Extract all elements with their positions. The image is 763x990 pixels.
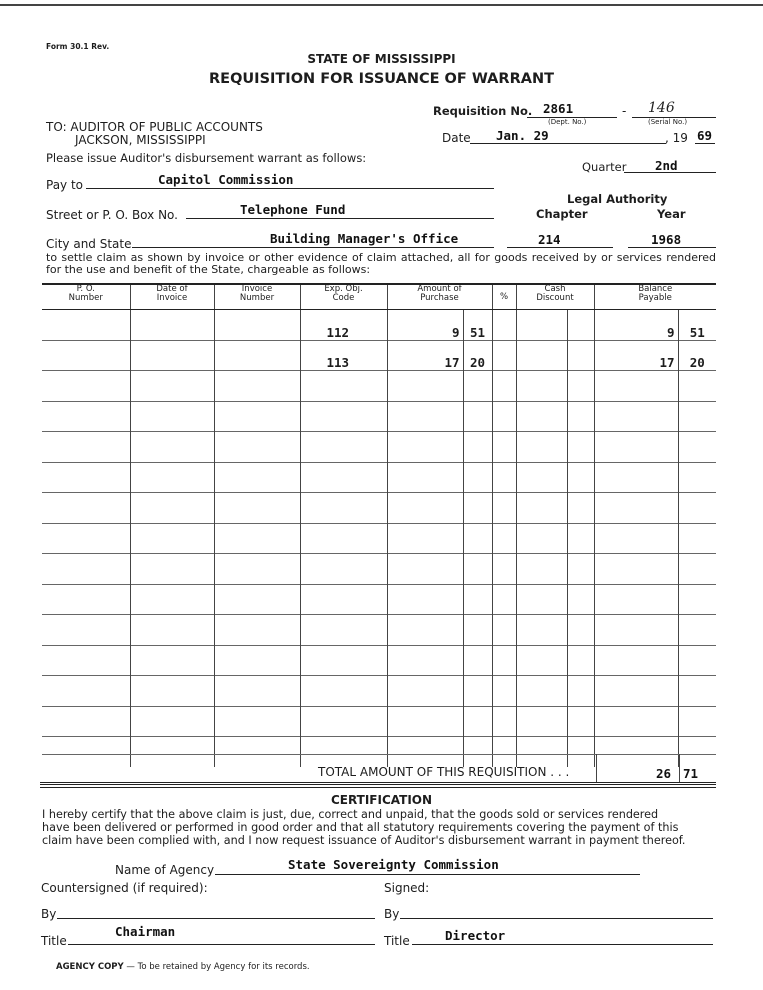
po-cell[interactable] bbox=[42, 645, 130, 676]
exp-code-cell[interactable] bbox=[300, 432, 387, 463]
amount-cents-cell[interactable]: 20 bbox=[463, 340, 492, 371]
invoice-cell[interactable] bbox=[214, 615, 300, 646]
amount-dollars-cell[interactable] bbox=[387, 401, 463, 432]
total-top-rule bbox=[42, 754, 716, 755]
date-cell[interactable] bbox=[130, 706, 214, 737]
col-amount: Amount of Purchase bbox=[387, 284, 492, 310]
table-row bbox=[42, 615, 716, 646]
col-invoice: Invoice Number bbox=[214, 284, 300, 310]
total-label: TOTAL AMOUNT OF THIS REQUISITION . . . bbox=[318, 765, 570, 779]
po-cell[interactable] bbox=[42, 554, 130, 585]
agency-label: Name of Agency bbox=[115, 863, 215, 877]
dash: - bbox=[622, 104, 627, 118]
right-title-value[interactable]: Director bbox=[445, 928, 506, 943]
balance-cents-cell[interactable] bbox=[678, 401, 716, 432]
addressee-line-1: TO: AUDITOR OF PUBLIC ACCOUNTS bbox=[46, 120, 263, 134]
date-cell[interactable] bbox=[130, 371, 214, 402]
table-row bbox=[42, 737, 716, 767]
total-left-divider bbox=[679, 754, 680, 782]
top-edge-line bbox=[0, 4, 763, 6]
amount-dollars-cell[interactable] bbox=[387, 493, 463, 524]
invoice-cell[interactable] bbox=[214, 310, 300, 341]
left-by-label: By bbox=[41, 907, 57, 921]
percent-cell[interactable] bbox=[492, 737, 516, 767]
amount-dollars-cell[interactable] bbox=[387, 615, 463, 646]
amount-dollars-cell[interactable] bbox=[387, 462, 463, 493]
balance-cents-cell[interactable] bbox=[678, 462, 716, 493]
balance-dollars-cell[interactable] bbox=[594, 432, 678, 463]
po-cell[interactable] bbox=[42, 676, 130, 707]
invoice-cell[interactable] bbox=[214, 493, 300, 524]
discount-cents-cell[interactable] bbox=[567, 706, 594, 737]
table-row bbox=[42, 676, 716, 707]
amount-cents-cell[interactable] bbox=[463, 462, 492, 493]
discount-cents-cell[interactable] bbox=[567, 676, 594, 707]
discount-dollars-cell[interactable] bbox=[516, 493, 567, 524]
percent-cell[interactable] bbox=[492, 676, 516, 707]
col-po: P. O. Number bbox=[42, 284, 130, 310]
table-row bbox=[42, 584, 716, 615]
po-cell[interactable] bbox=[42, 340, 130, 371]
agency-line bbox=[215, 874, 640, 875]
balance-cents-cell[interactable] bbox=[678, 371, 716, 402]
discount-dollars-cell[interactable] bbox=[516, 401, 567, 432]
invoice-cell[interactable] bbox=[214, 401, 300, 432]
invoice-cell[interactable] bbox=[214, 706, 300, 737]
discount-cents-cell[interactable] bbox=[567, 371, 594, 402]
percent-cell[interactable] bbox=[492, 523, 516, 554]
left-title-value[interactable]: Chairman bbox=[115, 924, 176, 939]
invoice-cell[interactable] bbox=[214, 340, 300, 371]
certification-line-1: I hereby certify that the above claim is just, due, correct and unpaid, that the goods sold or services rendered bbox=[42, 808, 659, 821]
table-row bbox=[42, 554, 716, 585]
balance-cents-cell[interactable] bbox=[678, 584, 716, 615]
amount-dollars-cell[interactable] bbox=[387, 706, 463, 737]
col-exp-code: Exp. Obj. Code bbox=[300, 284, 387, 310]
exp-code-cell[interactable] bbox=[300, 462, 387, 493]
table-header-row bbox=[42, 284, 716, 310]
balance-dollars-cell[interactable] bbox=[594, 493, 678, 524]
agency-copy-label: AGENCY COPY bbox=[56, 962, 124, 972]
balance-dollars-cell[interactable] bbox=[594, 584, 678, 615]
invoice-cell[interactable] bbox=[214, 432, 300, 463]
left-title-label: Title bbox=[41, 934, 67, 948]
balance-dollars-cell[interactable]: 9 bbox=[594, 310, 678, 341]
discount-dollars-cell[interactable] bbox=[516, 554, 567, 585]
instruction-text: Please issue Auditor's disbursement warrant as follows: bbox=[46, 151, 367, 165]
year-prefix: , 19 bbox=[665, 131, 688, 145]
street-label: Street or P. O. Box No. bbox=[46, 208, 178, 222]
po-cell[interactable] bbox=[42, 584, 130, 615]
city-label: City and State bbox=[46, 237, 132, 251]
year-line bbox=[695, 143, 715, 144]
percent-cell[interactable] bbox=[492, 554, 516, 585]
city-value[interactable]: Building Manager's Office bbox=[270, 231, 459, 246]
right-title-line bbox=[412, 944, 713, 945]
pay-to-label: Pay to bbox=[46, 178, 84, 192]
amount-cents-cell[interactable] bbox=[463, 432, 492, 463]
amount-dollars-cell[interactable]: 9 bbox=[387, 310, 463, 341]
street-value[interactable]: Telephone Fund bbox=[240, 202, 346, 217]
amount-dollars-cell[interactable] bbox=[387, 584, 463, 615]
percent-cell[interactable] bbox=[492, 432, 516, 463]
right-title-label: Title bbox=[384, 934, 410, 948]
addressee-line-2: JACKSON, MISSISSIPPI bbox=[75, 133, 206, 147]
form-title: REQUISITION FOR ISSUANCE OF WARRANT bbox=[209, 71, 554, 87]
exp-code-cell[interactable] bbox=[300, 371, 387, 402]
exp-code-cell[interactable] bbox=[300, 523, 387, 554]
amount-cents-cell[interactable] bbox=[463, 615, 492, 646]
percent-cell[interactable] bbox=[492, 584, 516, 615]
discount-cents-cell[interactable] bbox=[567, 523, 594, 554]
balance-dollars-cell[interactable] bbox=[594, 371, 678, 402]
amount-cents-cell[interactable] bbox=[463, 584, 492, 615]
po-cell[interactable] bbox=[42, 401, 130, 432]
table-row bbox=[42, 462, 716, 493]
certification-line-3: claim have been complied with, and I now request issuance of Auditor's disbursement warrant in payment thereof. bbox=[42, 834, 686, 847]
amount-dollars-cell[interactable] bbox=[387, 523, 463, 554]
date-cell[interactable] bbox=[130, 432, 214, 463]
discount-cents-cell[interactable] bbox=[567, 462, 594, 493]
line-items-table bbox=[42, 283, 716, 767]
exp-code-cell[interactable] bbox=[300, 401, 387, 432]
state-heading: STATE OF MISSISSIPPI bbox=[307, 52, 456, 66]
balance-dollars-cell[interactable] bbox=[594, 554, 678, 585]
table-row bbox=[42, 706, 716, 737]
discount-dollars-cell[interactable] bbox=[516, 432, 567, 463]
po-cell[interactable] bbox=[42, 310, 130, 341]
dept-no-value[interactable]: 2861 bbox=[543, 101, 574, 116]
amount-dollars-cell[interactable] bbox=[387, 676, 463, 707]
discount-cents-cell[interactable] bbox=[567, 401, 594, 432]
date-cell[interactable] bbox=[130, 737, 214, 767]
discount-cents-cell[interactable] bbox=[567, 340, 594, 371]
exp-code-cell[interactable] bbox=[300, 706, 387, 737]
pay-to-value[interactable]: Capitol Commission bbox=[158, 172, 294, 187]
invoice-cell[interactable] bbox=[214, 371, 300, 402]
balance-cents-cell[interactable]: 51 bbox=[678, 310, 716, 341]
exp-code-cell[interactable] bbox=[300, 493, 387, 524]
discount-cents-cell[interactable] bbox=[567, 310, 594, 341]
table-row bbox=[42, 493, 716, 524]
balance-cents-cell[interactable] bbox=[678, 554, 716, 585]
invoice-cell[interactable] bbox=[214, 462, 300, 493]
exp-code-cell[interactable] bbox=[300, 615, 387, 646]
col-cash-discount: Cash Discount bbox=[516, 284, 594, 310]
percent-cell[interactable] bbox=[492, 340, 516, 371]
amount-cents-cell[interactable] bbox=[463, 706, 492, 737]
percent-cell[interactable] bbox=[492, 401, 516, 432]
amount-cents-cell[interactable] bbox=[463, 523, 492, 554]
col-date: Date of Invoice bbox=[130, 284, 214, 310]
balance-cents-cell[interactable]: 20 bbox=[678, 340, 716, 371]
percent-cell[interactable] bbox=[492, 493, 516, 524]
table-row bbox=[42, 645, 716, 676]
balance-cents-cell[interactable] bbox=[678, 493, 716, 524]
po-cell[interactable] bbox=[42, 737, 130, 767]
date-cell[interactable] bbox=[130, 462, 214, 493]
amount-cents-cell[interactable]: 51 bbox=[463, 310, 492, 341]
invoice-cell[interactable] bbox=[214, 737, 300, 767]
invoice-cell[interactable] bbox=[214, 645, 300, 676]
city-line bbox=[132, 247, 494, 248]
percent-cell[interactable] bbox=[492, 371, 516, 402]
discount-cents-cell[interactable] bbox=[567, 645, 594, 676]
table-row bbox=[42, 401, 716, 432]
pay-to-line bbox=[86, 188, 494, 189]
percent-cell[interactable] bbox=[492, 645, 516, 676]
discount-dollars-cell[interactable] bbox=[516, 615, 567, 646]
exp-code-cell[interactable]: 113 bbox=[300, 340, 387, 371]
settle-text: to settle claim as shown by invoice or other evidence of claim attached, all for goods received by or services rendered for the use and benefit of the State, chargeable as follows: bbox=[46, 251, 716, 276]
balance-cents-cell[interactable] bbox=[678, 432, 716, 463]
balance-cents-cell[interactable] bbox=[678, 645, 716, 676]
invoice-cell[interactable] bbox=[214, 676, 300, 707]
amount-cents-cell[interactable] bbox=[463, 676, 492, 707]
exp-code-cell[interactable] bbox=[300, 645, 387, 676]
right-by-label: By bbox=[384, 907, 400, 921]
date-cell[interactable] bbox=[130, 340, 214, 371]
balance-dollars-cell[interactable] bbox=[594, 615, 678, 646]
dept-no-caption: (Dept. No.) bbox=[548, 118, 587, 126]
agency-value[interactable]: State Sovereignty Commission bbox=[288, 857, 499, 872]
discount-cents-cell[interactable] bbox=[567, 432, 594, 463]
amount-dollars-cell[interactable] bbox=[387, 371, 463, 402]
amount-cents-cell[interactable] bbox=[463, 645, 492, 676]
amount-cents-cell[interactable] bbox=[463, 737, 492, 767]
date-cell[interactable] bbox=[130, 310, 214, 341]
chapter-value[interactable]: 214 bbox=[538, 232, 561, 247]
street-line bbox=[186, 218, 494, 219]
chapter-line bbox=[507, 247, 613, 248]
col-balance: Balance Payable bbox=[594, 284, 716, 310]
amount-dollars-cell[interactable] bbox=[387, 737, 463, 767]
po-cell[interactable] bbox=[42, 432, 130, 463]
agency-copy-text: — To be retained by Agency for its records. bbox=[126, 962, 310, 972]
col-percent: % bbox=[492, 284, 516, 310]
amount-cents-cell[interactable] bbox=[463, 554, 492, 585]
date-cell[interactable] bbox=[130, 584, 214, 615]
po-cell[interactable] bbox=[42, 371, 130, 402]
discount-dollars-cell[interactable] bbox=[516, 310, 567, 341]
balance-dollars-cell[interactable] bbox=[594, 401, 678, 432]
exp-code-cell[interactable] bbox=[300, 737, 387, 767]
amount-cents-cell[interactable] bbox=[463, 401, 492, 432]
total-cents: 71 bbox=[683, 766, 699, 781]
date-value[interactable]: Jan. 29 bbox=[496, 128, 549, 143]
form-number: Form 30.1 Rev. bbox=[46, 42, 110, 51]
total-mid-divider bbox=[596, 754, 597, 782]
po-cell[interactable] bbox=[42, 706, 130, 737]
exp-code-cell[interactable]: 112 bbox=[300, 310, 387, 341]
amount-dollars-cell[interactable] bbox=[387, 645, 463, 676]
discount-cents-cell[interactable] bbox=[567, 737, 594, 767]
po-cell[interactable] bbox=[42, 462, 130, 493]
balance-dollars-cell[interactable] bbox=[594, 676, 678, 707]
balance-cents-cell[interactable] bbox=[678, 676, 716, 707]
discount-dollars-cell[interactable] bbox=[516, 340, 567, 371]
balance-cents-cell[interactable] bbox=[678, 706, 716, 737]
table-row bbox=[42, 523, 716, 554]
date-cell[interactable] bbox=[130, 615, 214, 646]
percent-cell[interactable] bbox=[492, 706, 516, 737]
balance-cents-cell[interactable] bbox=[678, 523, 716, 554]
total-dollars: 26 bbox=[656, 766, 672, 781]
signed-label: Signed: bbox=[384, 881, 430, 895]
exp-code-cell[interactable] bbox=[300, 554, 387, 585]
legal-authority-heading: Legal Authority bbox=[567, 192, 668, 206]
amount-dollars-cell[interactable] bbox=[387, 432, 463, 463]
balance-cents-cell[interactable] bbox=[678, 737, 716, 767]
date-cell[interactable] bbox=[130, 676, 214, 707]
invoice-cell[interactable] bbox=[214, 584, 300, 615]
po-cell[interactable] bbox=[42, 523, 130, 554]
discount-dollars-cell[interactable] bbox=[516, 523, 567, 554]
amount-dollars-cell[interactable] bbox=[387, 554, 463, 585]
discount-dollars-cell[interactable] bbox=[516, 737, 567, 767]
discount-dollars-cell[interactable] bbox=[516, 706, 567, 737]
right-by-line[interactable] bbox=[400, 918, 713, 919]
legal-year-line bbox=[628, 247, 716, 248]
serial-no-caption: (Serial No.) bbox=[648, 118, 688, 126]
requisition-label: Requisition No. bbox=[433, 104, 533, 118]
discount-cents-cell[interactable] bbox=[567, 584, 594, 615]
date-cell[interactable] bbox=[130, 645, 214, 676]
date-line bbox=[470, 143, 666, 144]
amount-cents-cell[interactable] bbox=[463, 371, 492, 402]
balance-cents-cell[interactable] bbox=[678, 615, 716, 646]
left-by-line[interactable] bbox=[57, 918, 375, 919]
invoice-cell[interactable] bbox=[214, 554, 300, 585]
date-cell[interactable] bbox=[130, 523, 214, 554]
discount-dollars-cell[interactable] bbox=[516, 371, 567, 402]
discount-dollars-cell[interactable] bbox=[516, 676, 567, 707]
date-cell[interactable] bbox=[130, 554, 214, 585]
total-bottom-rule bbox=[40, 782, 716, 788]
balance-dollars-cell[interactable] bbox=[594, 737, 678, 767]
left-title-line bbox=[68, 944, 375, 945]
balance-dollars-cell[interactable]: 17 bbox=[594, 340, 678, 371]
discount-dollars-cell[interactable] bbox=[516, 645, 567, 676]
date-cell[interactable] bbox=[130, 401, 214, 432]
balance-dollars-cell[interactable] bbox=[594, 706, 678, 737]
discount-dollars-cell[interactable] bbox=[516, 584, 567, 615]
amount-cents-cell[interactable] bbox=[463, 493, 492, 524]
po-cell[interactable] bbox=[42, 615, 130, 646]
exp-code-cell[interactable] bbox=[300, 584, 387, 615]
chapter-heading: Chapter bbox=[536, 207, 588, 221]
percent-cell[interactable] bbox=[492, 615, 516, 646]
table-row bbox=[42, 310, 716, 341]
quarter-value[interactable]: 2nd bbox=[655, 158, 678, 173]
percent-cell[interactable] bbox=[492, 310, 516, 341]
date-label: Date bbox=[442, 131, 471, 145]
year-value[interactable]: 69 bbox=[697, 128, 713, 143]
year-heading: Year bbox=[657, 207, 686, 221]
balance-dollars-cell[interactable] bbox=[594, 645, 678, 676]
balance-dollars-cell[interactable] bbox=[594, 523, 678, 554]
po-cell[interactable] bbox=[42, 493, 130, 524]
table-row bbox=[42, 340, 716, 371]
date-cell[interactable] bbox=[130, 493, 214, 524]
discount-dollars-cell[interactable] bbox=[516, 462, 567, 493]
invoice-cell[interactable] bbox=[214, 523, 300, 554]
countersigned-label: Countersigned (if required): bbox=[41, 881, 208, 895]
exp-code-cell[interactable] bbox=[300, 676, 387, 707]
discount-cents-cell[interactable] bbox=[567, 615, 594, 646]
discount-cents-cell[interactable] bbox=[567, 493, 594, 524]
serial-no-value[interactable]: 146 bbox=[648, 100, 675, 116]
certification-heading: CERTIFICATION bbox=[330, 793, 433, 807]
amount-dollars-cell[interactable]: 17 bbox=[387, 340, 463, 371]
certification-line-2: have been delivered or performed in good order and that all statutory requirements covering the payment of this bbox=[42, 821, 679, 834]
footer-note bbox=[56, 962, 310, 972]
discount-cents-cell[interactable] bbox=[567, 554, 594, 585]
quarter-label: Quarter bbox=[582, 160, 627, 174]
percent-cell[interactable] bbox=[492, 462, 516, 493]
table-row bbox=[42, 432, 716, 463]
table-row bbox=[42, 371, 716, 402]
legal-year-value[interactable]: 1968 bbox=[651, 232, 682, 247]
balance-dollars-cell[interactable] bbox=[594, 462, 678, 493]
